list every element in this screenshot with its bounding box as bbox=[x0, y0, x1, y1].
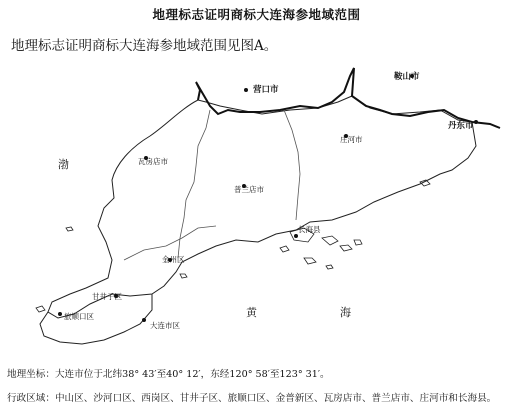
admin-regions-note: 行政区域：中山区、沙河口区、西岗区、甘井子区、旅顺口区、金普新区、瓦房店市、普兰店市、庄河市和长海县。 bbox=[7, 393, 497, 404]
island bbox=[326, 265, 333, 269]
label-yellow-sea-1: 黄 bbox=[246, 306, 257, 319]
label-bohai-sea: 渤 bbox=[58, 158, 69, 171]
city-marker bbox=[142, 318, 146, 322]
label-yingkou: 营口市 bbox=[253, 85, 279, 95]
label-yellow-sea-2: 海 bbox=[340, 306, 351, 319]
city-marker bbox=[58, 312, 62, 316]
city-marker bbox=[294, 234, 298, 238]
island bbox=[280, 246, 289, 252]
island bbox=[420, 180, 430, 186]
label-dalian-urban: 大连市区 bbox=[150, 321, 180, 330]
island bbox=[354, 240, 362, 245]
label-zhuanghe: 庄河市 bbox=[340, 135, 363, 144]
region-map bbox=[0, 62, 513, 347]
label-jinzhou: 金州区 bbox=[162, 255, 185, 264]
intro-text: 地理标志证明商标大连海参地域范围见图A。 bbox=[11, 38, 278, 54]
label-lvshunkou: 旅顺口区 bbox=[64, 312, 94, 321]
document-title: 地理标志证明商标大连海参地域范围 bbox=[152, 7, 361, 22]
city-marker bbox=[474, 120, 478, 124]
mainland-outline bbox=[48, 96, 476, 318]
label-ganjingzi: 甘井子区 bbox=[92, 292, 122, 301]
island bbox=[322, 236, 338, 245]
label-anshan: 鞍山市 bbox=[394, 72, 420, 82]
island bbox=[304, 258, 316, 264]
coordinates-note: 地理坐标：大连市位于北纬38° 43′至40° 12′，东经120° 58′至123° 31′。 bbox=[7, 369, 330, 380]
boundary-wafangdian-pulandian bbox=[178, 110, 210, 258]
label-changhai: 长海县 bbox=[298, 225, 321, 234]
island bbox=[180, 274, 187, 278]
label-pulandian: 普兰店市 bbox=[234, 185, 264, 194]
city-marker bbox=[244, 88, 248, 92]
island bbox=[340, 245, 352, 251]
boundary-pulandian-zhuanghe bbox=[284, 110, 300, 220]
island bbox=[36, 306, 45, 312]
label-dandong: 丹东市 bbox=[448, 121, 474, 131]
label-wafangdian: 瓦房店市 bbox=[138, 157, 168, 166]
island bbox=[66, 227, 73, 231]
